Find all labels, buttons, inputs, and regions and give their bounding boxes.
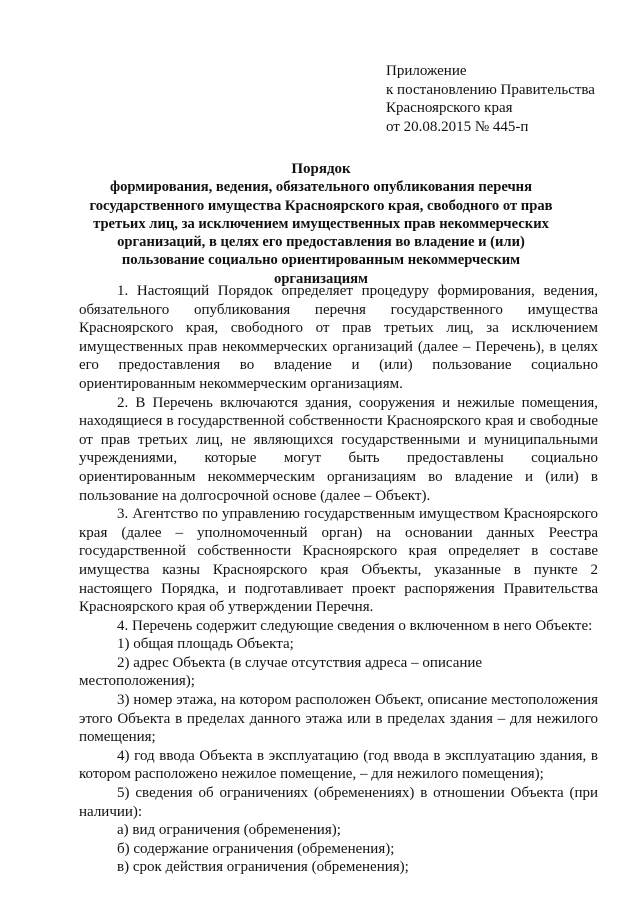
list-item-5: 5) сведения об ограничениях (обременениях) в отношении Объекта (при наличии): xyxy=(79,785,598,820)
list-item-2: 2) адрес Объекта (в случае отсутствия адреса – описание местоположения); xyxy=(79,654,483,690)
paragraph-2: 2. В Перечень включаются здания, сооружения и нежилые помещения, находящиеся в государственной собственности Красноярского края и свободные от прав третьих лиц, не являющихся государственными и муниципальными учреждениями, которые могут быть предоставлены социально ориентированным некоммерческим организациям во владение и (или) в пользование на долгосрочной основе (далее – Объект). xyxy=(79,394,598,504)
paragraph-4: 4. Перечень содержит следующие сведения о включенном в него Объекте: xyxy=(117,617,593,634)
sub-item-c: в) срок действия ограничения (обременения); xyxy=(117,859,409,876)
list-item-3: 3) номер этажа, на котором расположен Объект, описание местоположения этого Объекта в пределах данного этажа или в пределах здания – для нежилого помещения; xyxy=(79,692,598,746)
appendix-line-2: к постановлению Правительства xyxy=(386,81,595,98)
sub-item-a: а) вид ограничения (обременения); xyxy=(117,822,341,839)
appendix-line-4: от 20.08.2015 № 445-п xyxy=(386,118,529,135)
title-subtitle: формирования, ведения, обязательного опубликования перечня государственного имущества Красноярского края, свободного от прав третьих лиц, за исключением имущественных прав некоммерческих организаций, в целях его предоставления во владение и (или) пользование социально ориентированным некоммерческим организациям xyxy=(89,179,553,287)
appendix-line-3: Красноярского края xyxy=(386,100,513,116)
document-title xyxy=(88,160,554,288)
appendix-block xyxy=(386,62,626,136)
paragraph-1: 1. Настоящий Порядок определяет процедуру формирования, ведения, обязательного опубликования перечня государственного имущества Красноярского края, свободного от прав третьих лиц, за исключением имущественных прав некоммерческих организаций (далее – Перечень), в целях его предоставления во владение и (или) пользование социально ориентированным некоммерческим организациям. xyxy=(79,283,598,392)
sub-item-b: б) содержание ограничения (обременения); xyxy=(117,840,395,857)
list-item-1: 1) общая площадь Объекта; xyxy=(117,636,294,653)
paragraph-3: 3. Агентство по управлению государственным имуществом Красноярского края (далее – уполномоченный орган) на основании данных Реестра государственной собственности Красноярского края определяет в составе имущества казны Красноярского края Объекты, указанные в пункте 2 настоящего Порядка, и подготавливает проект распоряжения Правительства Красноярского края об утверждении Перечня. xyxy=(79,506,598,616)
title-main: Порядок xyxy=(291,161,351,177)
list-item-4: 4) год ввода Объекта в эксплуатацию (год ввода в эксплуатацию здания, в котором расположено нежилое помещение, – для нежилого помещения); xyxy=(79,747,598,783)
appendix-line-1: Приложение xyxy=(386,63,467,79)
document-body xyxy=(79,282,598,877)
